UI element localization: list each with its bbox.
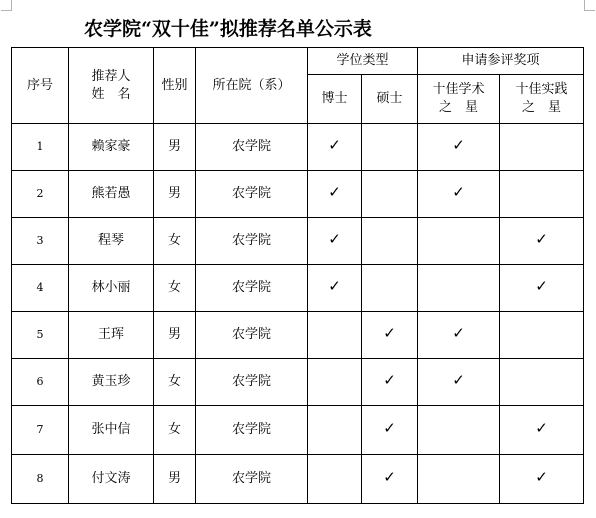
- check-mark-icon: ✓: [452, 136, 465, 154]
- check-mark-icon: ✓: [535, 230, 548, 248]
- table-row: [12, 124, 584, 171]
- check-mark-icon: ✓: [452, 371, 465, 389]
- cell-name: 林小丽: [69, 265, 154, 312]
- cell-phd-check: [308, 312, 362, 359]
- header-academic-line2: 之 星: [438, 100, 478, 115]
- cell-college: 农学院: [196, 124, 308, 171]
- check-mark-icon: ✓: [452, 324, 465, 342]
- page-corner-mark-right: [584, 0, 595, 11]
- cell-serial: 6: [12, 359, 69, 406]
- cell-academic-check: [418, 265, 500, 312]
- cell-name: 程琴: [69, 218, 154, 265]
- cell-serial: 8: [12, 455, 69, 504]
- cell-academic-check: [418, 124, 500, 171]
- check-mark-icon: ✓: [535, 468, 548, 486]
- cell-practice-check: [500, 124, 584, 171]
- cell-gender: 女: [154, 218, 196, 265]
- header-practice-line2: 之 星: [521, 100, 561, 115]
- cell-name: 黄玉珍: [69, 359, 154, 406]
- cell-academic-check: [418, 455, 500, 504]
- header-academic-star: [418, 75, 500, 124]
- cell-practice-check: [500, 218, 584, 265]
- cell-master-check: [362, 359, 418, 406]
- cell-practice-check: [500, 406, 584, 455]
- header-serial: 序号: [12, 48, 69, 124]
- cell-college: 农学院: [196, 455, 308, 504]
- check-mark-icon: ✓: [535, 419, 548, 437]
- cell-college: 农学院: [196, 171, 308, 218]
- cell-serial: 3: [12, 218, 69, 265]
- cell-master-check: [362, 171, 418, 218]
- cell-college: 农学院: [196, 218, 308, 265]
- cell-serial: 4: [12, 265, 69, 312]
- cell-master-check: [362, 455, 418, 504]
- header-award-group: 申请参评奖项: [418, 48, 584, 75]
- check-mark-icon: ✓: [383, 324, 396, 342]
- nominee-table: [11, 47, 584, 504]
- cell-gender: 女: [154, 406, 196, 455]
- cell-academic-check: [418, 359, 500, 406]
- cell-phd-check: [308, 455, 362, 504]
- cell-name: 王珲: [69, 312, 154, 359]
- header-master: 硕士: [362, 75, 418, 124]
- check-mark-icon: ✓: [383, 468, 396, 486]
- cell-phd-check: [308, 171, 362, 218]
- header-gender: 性别: [154, 48, 196, 124]
- cell-practice-check: [500, 312, 584, 359]
- cell-gender: 女: [154, 359, 196, 406]
- cell-academic-check: [418, 406, 500, 455]
- cell-phd-check: [308, 218, 362, 265]
- header-degree-group: 学位类型: [308, 48, 418, 75]
- header-phd: 博士: [308, 75, 362, 124]
- header-row-top: [12, 48, 584, 75]
- cell-college: 农学院: [196, 265, 308, 312]
- cell-gender: 男: [154, 124, 196, 171]
- cell-phd-check: [308, 124, 362, 171]
- table-row: [12, 218, 584, 265]
- check-mark-icon: ✓: [383, 371, 396, 389]
- cell-practice-check: [500, 359, 584, 406]
- cell-gender: 女: [154, 265, 196, 312]
- cell-master-check: [362, 312, 418, 359]
- check-mark-icon: ✓: [535, 277, 548, 295]
- document-title: 农学院“双十佳”拟推荐名单公示表: [84, 18, 372, 40]
- cell-college: 农学院: [196, 312, 308, 359]
- cell-academic-check: [418, 218, 500, 265]
- cell-name: 付文涛: [69, 455, 154, 504]
- cell-gender: 男: [154, 455, 196, 504]
- table-row: [12, 406, 584, 455]
- cell-academic-check: [418, 312, 500, 359]
- cell-name: 熊若愚: [69, 171, 154, 218]
- cell-phd-check: [308, 359, 362, 406]
- cell-serial: 2: [12, 171, 69, 218]
- header-nominee-line1: 推荐人: [91, 68, 131, 84]
- cell-gender: 男: [154, 312, 196, 359]
- cell-college: 农学院: [196, 359, 308, 406]
- cell-master-check: [362, 406, 418, 455]
- cell-phd-check: [308, 406, 362, 455]
- page-corner-mark-left: [1, 0, 12, 11]
- header-nominee: [69, 48, 154, 124]
- check-mark-icon: ✓: [452, 183, 465, 201]
- check-mark-icon: ✓: [383, 419, 396, 437]
- cell-gender: 男: [154, 171, 196, 218]
- table-row: [12, 359, 584, 406]
- cell-serial: 7: [12, 406, 69, 455]
- cell-practice-check: [500, 455, 584, 504]
- cell-practice-check: [500, 171, 584, 218]
- cell-serial: 1: [12, 124, 69, 171]
- cell-name: 张中信: [69, 406, 154, 455]
- cell-phd-check: [308, 265, 362, 312]
- check-mark-icon: ✓: [328, 136, 341, 154]
- cell-college: 农学院: [196, 406, 308, 455]
- cell-practice-check: [500, 265, 584, 312]
- table-row: [12, 171, 584, 218]
- cell-academic-check: [418, 171, 500, 218]
- header-academic-line1: 十佳学术: [432, 82, 485, 97]
- table-row: [12, 455, 584, 504]
- check-mark-icon: ✓: [328, 230, 341, 248]
- cell-name: 赖家豪: [69, 124, 154, 171]
- table-row: [12, 312, 584, 359]
- header-college: 所在院（系）: [196, 48, 308, 124]
- header-practice-line1: 十佳实践: [515, 82, 568, 97]
- check-mark-icon: ✓: [328, 183, 341, 201]
- header-practice-star: [500, 75, 584, 124]
- check-mark-icon: ✓: [328, 277, 341, 295]
- cell-master-check: [362, 265, 418, 312]
- cell-serial: 5: [12, 312, 69, 359]
- header-nominee-line2: 姓 名: [91, 86, 131, 102]
- table-row: [12, 265, 584, 312]
- cell-master-check: [362, 124, 418, 171]
- cell-master-check: [362, 218, 418, 265]
